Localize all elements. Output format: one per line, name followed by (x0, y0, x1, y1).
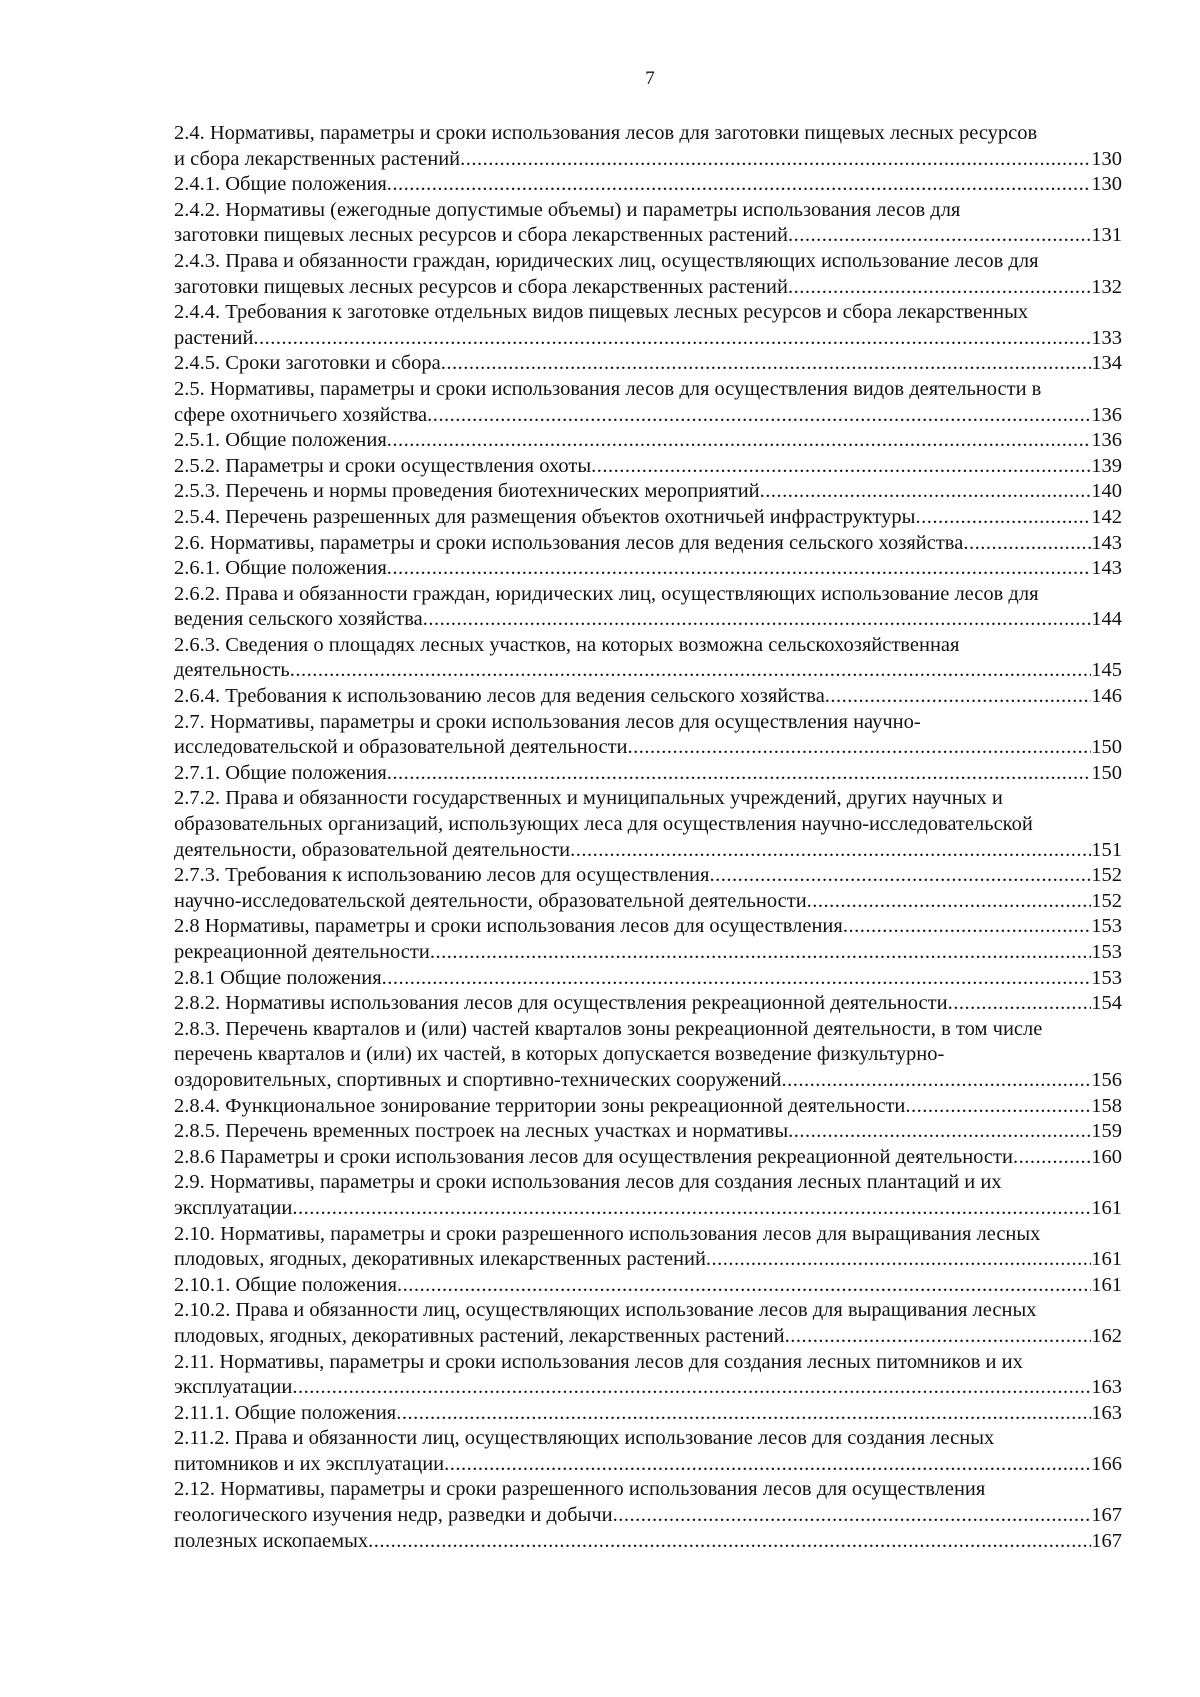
toc-page-number: 130 (1091, 173, 1122, 196)
toc-entry (174, 863, 1122, 889)
dot-leader (709, 863, 1091, 889)
toc-entry-title: 2.6.4. Требования к использованию лесов для ведения сельского хозяйства (174, 685, 825, 708)
toc-entry (174, 172, 1122, 198)
toc-entry-title: 2.5.3. Перечень и нормы проведения биотехнических мероприятий (174, 480, 760, 503)
dot-leader (427, 403, 1091, 429)
toc-entry-title: 2.4.1. Общие положения (174, 173, 387, 196)
dot-leader (948, 991, 1092, 1017)
dot-leader (292, 1375, 1091, 1401)
toc-page-number: 167 (1091, 1529, 1122, 1552)
toc-entry-title: 2.5.1. Общие положения (174, 429, 387, 452)
toc-page-number: 153 (1091, 966, 1122, 989)
toc-entry-title: 2.8.4. Функциональное зонирование территории зоны рекреационной деятельности (174, 1094, 906, 1117)
toc-page-number: 167 (1091, 1504, 1122, 1527)
toc-entry (174, 889, 1122, 915)
toc-page-number: 143 (1091, 557, 1122, 580)
toc-entry-title: деятельности, образовательной деятельности (174, 838, 571, 861)
toc-entry-title: исследовательской и образовательной деятельности (174, 736, 628, 759)
dot-leader (397, 1273, 1091, 1299)
dot-leader (396, 1401, 1091, 1427)
toc-entry-line: 2.9. Нормативы, параметры и сроки использования лесов для создания лесных плантаций и их (174, 1171, 1002, 1194)
toc-entry-last-line (174, 1068, 1122, 1094)
toc-entry (174, 454, 1122, 480)
toc-entry-title: и сбора лекарственных растений (174, 147, 461, 170)
toc-page-number: 150 (1091, 736, 1122, 759)
toc-entry-line: 2.10.2. Права и обязанности лиц, осуществляющих использование лесов для выращивания лесных (174, 1299, 1037, 1322)
toc-entry-last-line (174, 326, 1122, 352)
toc-entry-title: заготовки пищевых лесных ресурсов и сбора лекарственных растений (174, 224, 788, 247)
toc-entry-last-line (174, 454, 1122, 480)
toc-entry (174, 249, 1122, 300)
toc-page-number: 154 (1091, 992, 1122, 1015)
toc-entry (174, 300, 1122, 351)
toc-entry-title: заготовки пищевых лесных ресурсов и сбора лекарственных растений (174, 275, 788, 298)
dot-leader (253, 326, 1091, 352)
toc-entry (174, 966, 1122, 992)
toc-entry-last-line (174, 863, 1122, 889)
toc-entry-title: 2.8 Нормативы, параметры и сроки использования лесов для осуществления (174, 915, 843, 938)
toc-entry (174, 582, 1122, 633)
toc-entry-line: 2.4.4. Требования к заготовке отдельных видов пищевых лесных ресурсов и сбора лекарственных (174, 301, 1029, 324)
toc-page-number: 159 (1091, 1120, 1122, 1143)
toc-entry-last-line (174, 1119, 1122, 1145)
toc-entry-title: плодовых, ягодных, декоративных илекарственных растений (174, 1248, 706, 1271)
toc-page-number: 166 (1091, 1452, 1122, 1475)
toc-page-number: 131 (1091, 224, 1122, 247)
toc-entry-title: 2.5.4. Перечень разрешенных для размещения объектов охотничьей инфраструктуры (174, 505, 916, 528)
toc-entry (174, 991, 1122, 1017)
toc-entry-last-line (174, 275, 1122, 301)
toc-entry-last-line (174, 172, 1122, 198)
toc-page-number: 145 (1091, 659, 1122, 682)
dot-leader (441, 351, 1092, 377)
toc-entry (174, 1145, 1122, 1171)
toc-entry-line: 2.11. Нормативы, параметры и сроки использования лесов для создания лесных питомников и их (174, 1350, 1023, 1373)
toc-page-number: 153 (1091, 941, 1122, 963)
toc-page-number: 139 (1091, 454, 1122, 477)
toc-page-number: 150 (1091, 761, 1122, 784)
toc-entry-last-line (174, 1145, 1122, 1171)
toc-page-number: 153 (1091, 915, 1122, 938)
dot-leader (382, 966, 1092, 992)
toc-page-number: 152 (1091, 864, 1122, 887)
dot-leader (788, 223, 1091, 249)
toc-page-number: 163 (1091, 1401, 1122, 1424)
dot-leader (782, 1068, 1092, 1094)
toc-entry-last-line (174, 1401, 1122, 1427)
dot-leader (591, 454, 1091, 480)
toc-entry-last-line (174, 479, 1122, 505)
dot-leader (788, 1119, 1091, 1145)
toc-entry (174, 684, 1122, 710)
toc-page-number: 158 (1091, 1094, 1122, 1117)
toc-entry-last-line (174, 1196, 1122, 1222)
toc-entry (174, 914, 1122, 940)
toc-entry (174, 479, 1122, 505)
toc-page-number: 146 (1091, 685, 1122, 708)
toc-page-number: 161 (1091, 1273, 1122, 1296)
toc-page-number: 161 (1091, 1196, 1122, 1219)
toc-page-number: 152 (1091, 889, 1122, 912)
dot-leader (843, 914, 1091, 940)
toc-entry-title: 2.7.1. Общие положения (174, 761, 387, 784)
toc-entry (174, 1222, 1122, 1273)
toc-entry-title: 2.6. Нормативы, параметры и сроки использования лесов для ведения сельского хозяйства (174, 531, 964, 554)
toc-entry-last-line (174, 556, 1122, 582)
toc-page-number: 162 (1091, 1324, 1122, 1347)
toc-entry-title: деятельность (174, 659, 290, 682)
toc-entry-title: научно-исследовательской деятельности, образовательной деятельности (174, 889, 807, 912)
toc-page-number: 142 (1091, 505, 1122, 528)
toc-page-number: 163 (1091, 1376, 1122, 1399)
toc-entry-title: эксплуатации (174, 1196, 293, 1219)
dot-leader (1013, 1145, 1091, 1171)
toc-page-number: 156 (1091, 1068, 1122, 1091)
toc-entry (174, 761, 1122, 787)
dot-leader (570, 838, 1091, 864)
page-number: 7 (645, 68, 655, 89)
toc-entry-last-line (174, 531, 1122, 557)
dot-leader (785, 1324, 1092, 1350)
dot-leader (963, 531, 1091, 557)
toc-entry-last-line (174, 940, 1122, 966)
toc-entry-line: 2.6.2. Права и обязанности граждан, юридических лиц, осуществляющих использование лесов для (174, 582, 1039, 605)
toc-entry-line: 2.6.3. Сведения о площадях лесных участков, на которых возможна сельскохозяйственная (174, 633, 960, 656)
toc-entry-last-line (174, 889, 1122, 915)
dot-leader (807, 889, 1092, 915)
toc-entry-line: 2.11.2. Права и обязанности лиц, осуществляющих использование лесов для создания лесных (174, 1427, 995, 1450)
toc-page-number: 143 (1091, 531, 1122, 554)
toc-page-number: 161 (1091, 1248, 1122, 1271)
toc-entry (174, 556, 1122, 582)
dot-leader (387, 761, 1092, 787)
dot-leader (613, 1503, 1092, 1529)
toc-entry-last-line (174, 403, 1122, 429)
toc-entry-title: 2.8.5. Перечень временных построек на лесных участках и нормативы (174, 1120, 789, 1143)
toc-page-number: 134 (1091, 352, 1122, 375)
toc-entry-last-line (174, 838, 1122, 864)
toc-entry-last-line (174, 1273, 1122, 1299)
toc-entry-last-line (174, 966, 1122, 992)
toc-entry-title: 2.11.1. Общие положения (174, 1401, 397, 1424)
toc-entry (174, 121, 1122, 172)
toc-entry (174, 1094, 1122, 1120)
toc-entry (174, 1477, 1122, 1528)
dot-leader (460, 147, 1091, 173)
toc-page-number: 136 (1091, 403, 1122, 426)
toc-entry-last-line (174, 607, 1122, 633)
toc-entry-last-line (174, 1247, 1122, 1273)
toc-entry-title: сфере охотничьего хозяйства (174, 403, 428, 426)
toc-entry-title: полезных ископаемых (174, 1529, 369, 1552)
dot-leader (430, 940, 1091, 966)
toc-entry-last-line (174, 914, 1122, 940)
toc-entry (174, 1119, 1122, 1145)
toc-entry-last-line (174, 351, 1122, 377)
toc-page-number: 130 (1091, 147, 1122, 170)
toc-entry-title: 2.8.1 Общие положения (174, 966, 382, 989)
toc-entry-title: 2.8.2. Нормативы использования лесов для осуществления рекреационной деятельности (174, 992, 948, 1015)
toc-entry (174, 1298, 1122, 1349)
dot-leader (760, 479, 1092, 505)
dot-leader (915, 505, 1091, 531)
toc-entry (174, 1017, 1122, 1094)
toc-entry-title: питомников и их эксплуатации (174, 1452, 445, 1475)
toc-entry-title: растений (174, 326, 254, 349)
toc-entry (174, 377, 1122, 428)
dot-leader (444, 1452, 1091, 1478)
dot-leader (387, 172, 1092, 198)
toc-entry-line: 2.12. Нормативы, параметры и сроки разрешенного использования лесов для осуществления (174, 1478, 986, 1501)
toc-entry-last-line (174, 684, 1122, 710)
toc-entry-last-line (174, 735, 1122, 761)
toc-entry-line: 2.4.2. Нормативы (ежегодные допустимые объемы) и параметры использования лесов для (174, 198, 961, 221)
toc-entry-last-line (174, 1452, 1122, 1478)
table-of-contents (174, 121, 1122, 1554)
toc-entry-last-line (174, 223, 1122, 249)
toc-entry-line: 2.8.3. Перечень кварталов и (или) частей кварталов зоны рекреационной деятельности, в том числе (174, 1017, 1043, 1040)
toc-entry-title: 2.4.5. Сроки заготовки и сбора (174, 352, 441, 375)
toc-entry (174, 505, 1122, 531)
toc-page-number: 151 (1091, 838, 1122, 861)
toc-entry (174, 1273, 1122, 1299)
dot-leader (788, 275, 1091, 301)
toc-entry-title: 2.10.1. Общие положения (174, 1273, 397, 1296)
toc-entry (174, 531, 1122, 557)
dot-leader (368, 1529, 1091, 1555)
toc-entry-last-line (174, 1094, 1122, 1120)
toc-entry-last-line (174, 1324, 1122, 1350)
toc-entry (174, 1401, 1122, 1427)
toc-entry-title: рекреационной деятельности (174, 941, 430, 963)
toc-entry (174, 1426, 1122, 1477)
toc-entry-title: оздоровительных, спортивных и спортивно-технических сооружений (174, 1068, 782, 1091)
dot-leader (825, 684, 1091, 710)
toc-entry-last-line (174, 428, 1122, 454)
toc-entry-last-line (174, 505, 1122, 531)
toc-entry-last-line (174, 1375, 1122, 1401)
toc-entry-title: плодовых, ягодных, декоративных растений, лекарственных растений (174, 1324, 785, 1347)
toc-entry-title: 2.7.3. Требования к использованию лесов для осуществления (174, 864, 710, 887)
toc-entry (174, 940, 1122, 966)
toc-entry (174, 1529, 1122, 1555)
toc-entry-last-line (174, 658, 1122, 684)
dot-leader (905, 1094, 1091, 1120)
toc-entry-last-line (174, 1503, 1122, 1529)
toc-entry-last-line (174, 147, 1122, 173)
toc-entry (174, 1350, 1122, 1401)
dot-leader (706, 1247, 1091, 1273)
toc-page-number: 144 (1091, 608, 1122, 631)
toc-entry-title: 2.8.6 Параметры и сроки использования лесов для осуществления рекреационной деятельности (174, 1145, 1013, 1168)
toc-entry-line: перечень кварталов и (или) их частей, в которых допускается возведение физкультурно- (174, 1043, 945, 1066)
toc-entry (174, 786, 1122, 863)
toc-entry-title: эксплуатации (174, 1376, 293, 1399)
toc-entry (174, 710, 1122, 761)
toc-entry (174, 198, 1122, 249)
toc-entry-line: 2.4.3. Права и обязанности граждан, юридических лиц, осуществляющих использование лесов для (174, 249, 1039, 272)
toc-entry (174, 351, 1122, 377)
toc-page-number: 133 (1091, 326, 1122, 349)
toc-entry-line: образовательных организаций, использующих леса для осуществления научно-исследовательской (174, 813, 1033, 836)
toc-page-number: 132 (1091, 275, 1122, 298)
dot-leader (628, 735, 1092, 761)
dot-leader (292, 1196, 1091, 1222)
dot-leader (387, 556, 1092, 582)
toc-entry-title: 2.6.1. Общие положения (174, 557, 387, 580)
toc-entry-title: геологического изучения недр, разведки и добычи (174, 1504, 613, 1527)
toc-entry-line: 2.5. Нормативы, параметры и сроки использования лесов для осуществления видов деятельности в (174, 377, 1042, 400)
toc-entry-line: 2.10. Нормативы, параметры и сроки разрешенного использования лесов для выращивания лесных (174, 1222, 1041, 1245)
toc-page-number: 160 (1091, 1145, 1122, 1168)
toc-entry-line: 2.4. Нормативы, параметры и сроки использования лесов для заготовки пищевых лесных ресурсов (174, 122, 1038, 144)
toc-entry (174, 633, 1122, 684)
toc-entry-line: 2.7.2. Права и обязанности государственных и муниципальных учреждений, других научных и (174, 787, 1003, 810)
dot-leader (290, 658, 1092, 684)
toc-entry-last-line (174, 1529, 1122, 1555)
toc-entry-last-line (174, 991, 1122, 1017)
toc-page-number: 140 (1091, 480, 1122, 503)
toc-entry-title: 2.5.2. Параметры и сроки осуществления охоты (174, 454, 592, 477)
toc-page-number: 136 (1091, 429, 1122, 452)
dot-leader (387, 428, 1092, 454)
dot-leader (423, 607, 1091, 633)
toc-entry-title: ведения сельского хозяйства (174, 608, 423, 631)
toc-entry (174, 1170, 1122, 1221)
toc-entry (174, 428, 1122, 454)
toc-entry-line: 2.7. Нормативы, параметры и сроки использования лесов для осуществления научно- (174, 710, 921, 733)
toc-entry-last-line (174, 761, 1122, 787)
